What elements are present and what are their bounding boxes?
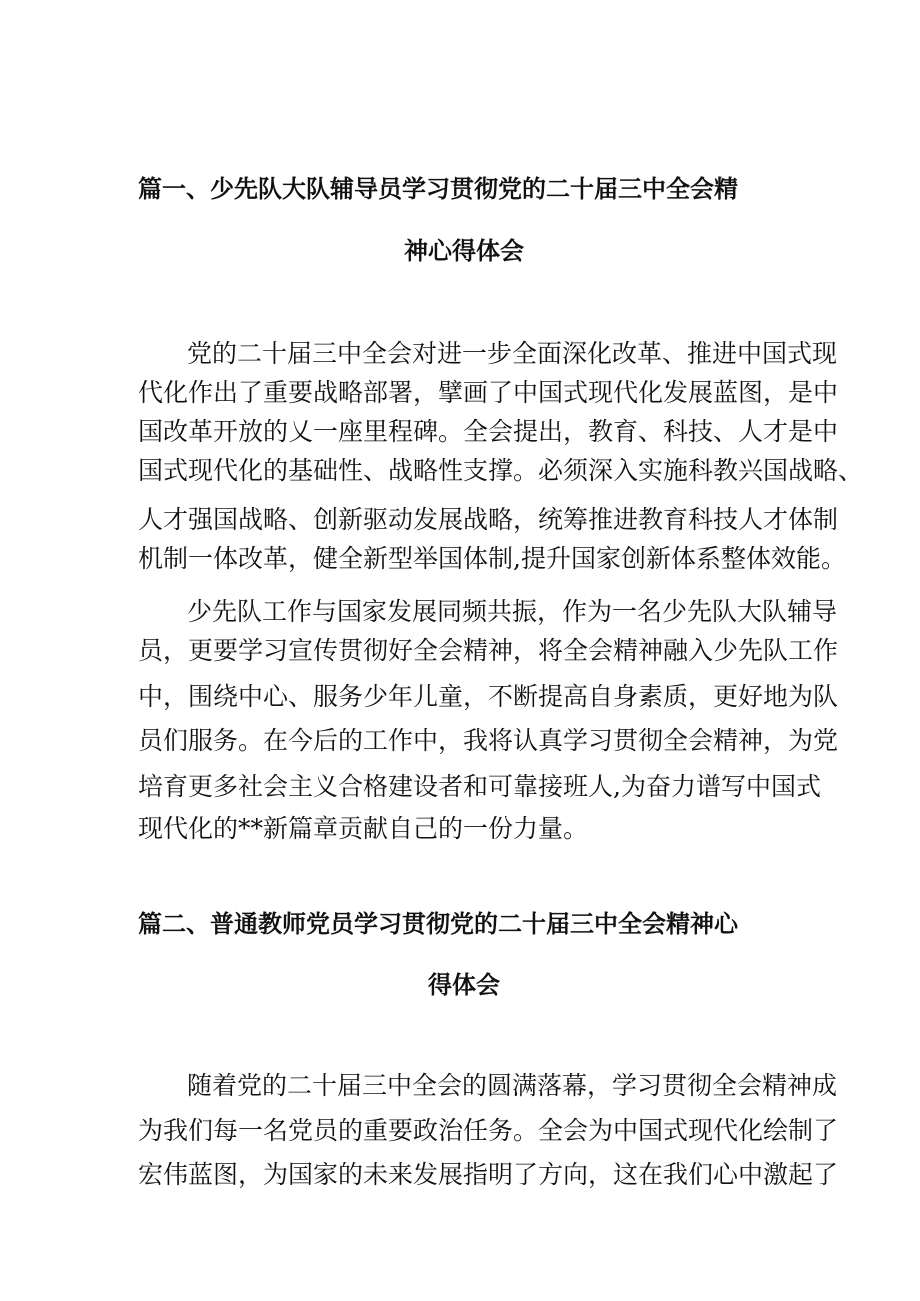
section-1-para-2-line-5: 培育更多社会主义合格建设者和可靠接班人,为奋力谱写中国式 [138, 772, 821, 801]
section-1-para-1-line-4: 国式现代化的基础性、战略性支撑。必须深入实施科教兴国战略、 [138, 456, 864, 485]
section-2-para-1-line-3: 宏伟蓝图，为国家的未来发展指明了方向，这在我们心中激起了 [138, 1160, 839, 1189]
section-1-para-1-line-3: 国改革开放的乂一座里程碑。全会提出，教育、科技、人才是中 [138, 417, 839, 446]
section-1-para-2-line-3: 中，围绕中心、服务少年儿童，不断提高自身素质，更好地为队 [138, 682, 839, 711]
section-1-para-2-line-2: 员，更要学习宣传贯彻好全会精神，将全会精神融入少先队工作 [138, 636, 839, 665]
section-1-para-1-line-1: 党的二十届三中全会对进一步全面深化改革、推进中国式现 [187, 339, 838, 368]
section-1-para-1-line-5: 人才强国战略、创新驱动发展战略，统筹推进教育科技人才体制 [138, 505, 839, 534]
section-1-para-2-line-1: 少先队工作与国家发展同频共振，作为一名少先队大队辅导 [187, 597, 838, 626]
section-2-para-1-line-2: 为我们每一名党员的重要政治任务。全会为中国式现代化绘制了 [138, 1116, 839, 1145]
section-1-para-1-line-6: 机制一体改革，健全新型举国体制,提升国家创新体系整体效能。 [138, 544, 846, 573]
section-2-title-line-1: 篇二、普通教师党员学习贯彻党的二十届三中全会精神心 [138, 910, 738, 938]
section-1-title-line-2: 神心得体会 [404, 237, 524, 265]
section-2-title-line-2: 得体会 [428, 971, 500, 999]
section-2-para-1-line-1: 随着党的二十届三中全会的圆满落幕，学习贯彻全会精神成 [187, 1071, 838, 1100]
section-1-para-1-line-2: 代化作出了重要战略部署，擘画了中国式现代化发展蓝图，是中 [138, 378, 839, 407]
section-1-para-2-line-4: 员们服务。在今后的工作中，我将认真学习贯彻全会精神，为党 [138, 726, 839, 755]
section-1-title-line-1: 篇一、少先队大队辅导员学习贯彻党的二十届三中全会精 [138, 175, 738, 203]
section-1-para-2-line-6: 现代化的**新篇章贡献自己的一份力量。 [138, 814, 589, 843]
